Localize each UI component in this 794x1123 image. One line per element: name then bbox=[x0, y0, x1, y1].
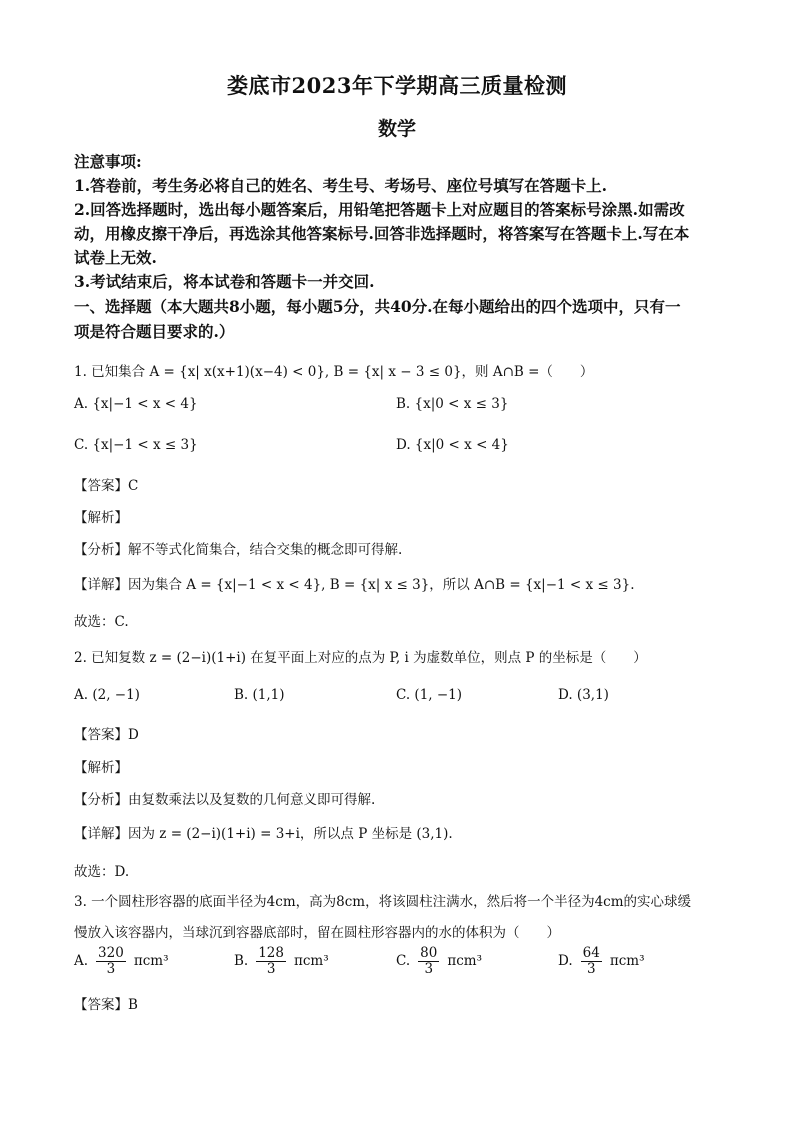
q3-option-a-unit: πcm³ bbox=[133, 953, 169, 970]
notice-line-1: 1.答卷前，考生务必将自己的姓名、考生号、考场号、座位号填写在答题卡上. bbox=[74, 176, 608, 195]
notice-heading: 注意事项: bbox=[74, 152, 142, 171]
q3-option-a-fraction bbox=[96, 946, 126, 977]
notice-line-4: 试卷上无效. bbox=[74, 248, 157, 267]
q3-option-a-denominator: 3 bbox=[106, 960, 116, 977]
notice-line-5: 3.考试结束后，将本试卷和答题卡一并交回. bbox=[74, 272, 375, 291]
q1-choose: 故选：C. bbox=[74, 614, 129, 630]
q3-option-a-numerator: 320 bbox=[98, 945, 124, 961]
q3-option-c-letter: C. bbox=[396, 953, 411, 970]
q1-fenxi: 【分析】解不等式化简集合，结合交集的概念即可得解. bbox=[74, 542, 403, 558]
q2-option-d: D. (3,1) bbox=[558, 687, 609, 703]
q2-analysis-label: 【解析】 bbox=[74, 760, 128, 776]
q3-option-c-unit: πcm³ bbox=[447, 953, 482, 970]
q3-stem-line-1: 3. 一个圆柱形容器的底面半径为4cm，高为8cm，将该圆柱注满水，然后将一个半径为4cm的实心球缓 bbox=[74, 894, 692, 910]
q1-option-d: D. {x|0 < x < 4} bbox=[396, 437, 509, 453]
exam-title: 娄底市2023年下学期高三质量检测 bbox=[227, 73, 567, 98]
q3-option-c-denominator: 3 bbox=[424, 960, 434, 977]
q3-option-b-numerator: 128 bbox=[258, 945, 284, 961]
q1-analysis-label: 【解析】 bbox=[74, 510, 128, 526]
q3-option-d-denominator: 3 bbox=[586, 960, 596, 977]
q3-option-d-letter: D. bbox=[558, 953, 573, 970]
q2-option-c: C. (1, −1) bbox=[396, 687, 463, 703]
q3-option-c-fraction bbox=[418, 946, 439, 977]
q2-choose: 故选：D. bbox=[74, 864, 130, 880]
q2-fenxi: 【分析】由复数乘法以及复数的几何意义即可得解. bbox=[74, 792, 376, 808]
q2-detail: 【详解】因为 z = (2−i)(1+i) = 3+i，所以点 P 坐标是 (3,1). bbox=[74, 826, 453, 842]
q2-option-a: A. (2, −1) bbox=[74, 687, 140, 703]
q3-option-a bbox=[74, 946, 168, 977]
q3-option-b-unit: πcm³ bbox=[294, 953, 329, 970]
q3-option-b-fraction bbox=[256, 946, 286, 977]
q3-option-d-numerator: 64 bbox=[582, 945, 600, 961]
q1-stem: 1. 已知集合 A = {x| x(x+1)(x−4) < 0}, B = {x| x − 3 ≤ 0}，则 A∩B =（ ） bbox=[74, 364, 594, 380]
notice-line-3: 动，用橡皮擦干净后，再选涂其他答案标号.回答非选择题时，将答案写在答题卡上.写在本 bbox=[74, 224, 690, 243]
q3-option-d bbox=[558, 946, 644, 977]
section-heading-line-1: 一、选择题（本大题共8小题，每小题5分，共40分.在每小题给出的四个选项中，只有一 bbox=[74, 297, 681, 316]
q3-option-c-numerator: 80 bbox=[420, 945, 438, 961]
q3-option-b bbox=[234, 946, 329, 977]
notice-line-2: 2.回答选择题时，选出每小题答案后，用铅笔把答题卡上对应题目的答案标号涂黑.如需改 bbox=[74, 200, 685, 219]
q1-option-a: A. {x|−1 < x < 4} bbox=[74, 396, 198, 412]
q3-option-b-denominator: 3 bbox=[266, 960, 276, 977]
q3-option-b-letter: B. bbox=[234, 953, 249, 970]
q2-stem: 2. 已知复数 z = (2−i)(1+i) 在复平面上对应的点为 P, i 为虚数单位，则点 P 的坐标是（ ） bbox=[74, 650, 647, 666]
q1-option-c: C. {x|−1 < x ≤ 3} bbox=[74, 437, 198, 453]
q3-answer: 【答案】B bbox=[74, 997, 138, 1013]
q3-stem-line-2: 慢放入该容器内，当球沉到容器底部时，留在圆柱形容器内的水的体积为（ ） bbox=[74, 925, 560, 941]
q3-option-a-letter: A. bbox=[74, 953, 89, 970]
q3-option-d-unit: πcm³ bbox=[609, 953, 645, 970]
q3-option-d-fraction bbox=[581, 946, 602, 977]
q2-option-b: B. (1,1) bbox=[234, 687, 285, 703]
q1-detail: 【详解】因为集合 A = {x|−1 < x < 4}, B = {x| x ≤ 3}，所以 A∩B = {x|−1 < x ≤ 3}. bbox=[74, 577, 635, 593]
q2-answer: 【答案】D bbox=[74, 727, 139, 743]
section-heading-line-2: 项是符合题目要求的.） bbox=[74, 322, 235, 341]
q3-option-c bbox=[396, 946, 482, 977]
subject-title: 数学 bbox=[377, 118, 416, 140]
q1-answer: 【答案】C bbox=[74, 478, 139, 494]
q1-option-b: B. {x|0 < x ≤ 3} bbox=[396, 396, 509, 412]
